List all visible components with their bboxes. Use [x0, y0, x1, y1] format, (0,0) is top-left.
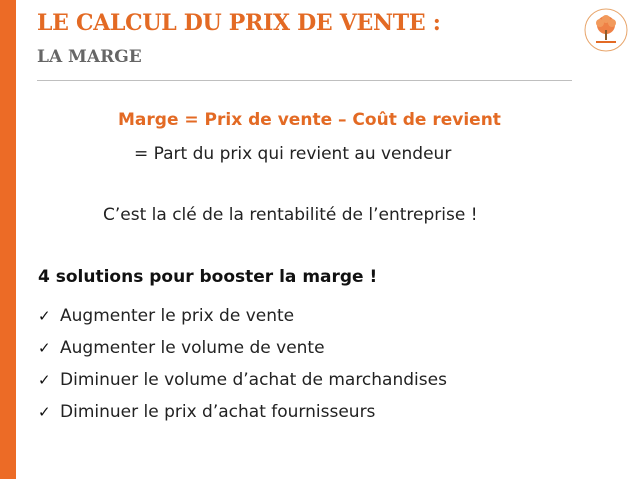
solutions-list: [38, 300, 447, 428]
tree-logo-icon: [584, 8, 628, 52]
margin-formula: Marge = Prix de vente – Coût de revient: [118, 110, 501, 130]
accent-side-bar: [0, 0, 16, 479]
solution-text: Diminuer le volume d’achat de marchandises: [60, 370, 447, 390]
key-statement: C’est la clé de la rentabilité de l’entreprise !: [103, 205, 478, 225]
solution-text: Augmenter le prix de vente: [60, 306, 295, 326]
checkmark-icon: ✓: [38, 371, 51, 389]
solutions-heading: 4 solutions pour booster la marge !: [38, 267, 378, 287]
list-item: [38, 332, 447, 364]
slide-subtitle: LA MARGE: [37, 47, 142, 67]
solution-text: Diminuer le prix d’achat fournisseurs: [60, 402, 376, 422]
title-divider: [37, 80, 572, 81]
checkmark-icon: ✓: [38, 307, 51, 325]
checkmark-icon: ✓: [38, 339, 51, 357]
list-item: [38, 396, 447, 428]
checkmark-icon: ✓: [38, 403, 51, 421]
margin-definition: = Part du prix qui revient au vendeur: [134, 144, 452, 164]
list-item: [38, 364, 447, 396]
solution-text: Augmenter le volume de vente: [60, 338, 325, 358]
list-item: [38, 300, 447, 332]
slide-title: LE CALCUL DU PRIX DE VENTE :: [37, 10, 441, 36]
